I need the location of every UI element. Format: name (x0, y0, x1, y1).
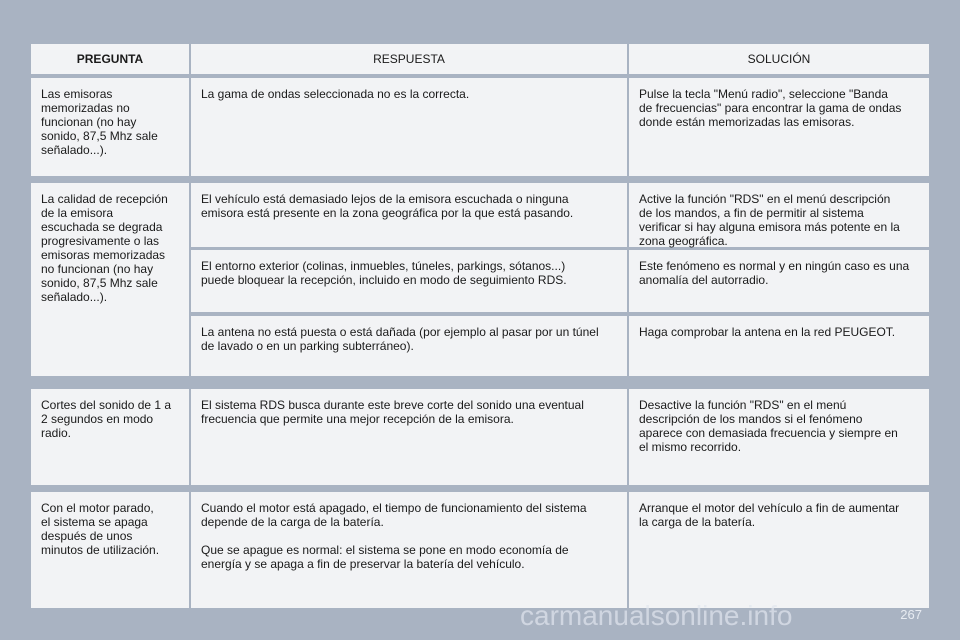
row1-question-text: Las emisoras memorizadas no funcionan (no hay sonido, 87,5 Mhz sale señalado...). (41, 87, 158, 157)
row2-question (31, 183, 189, 376)
row2-question-text: La calidad de recepción de la emisora escuchada se degrada progresivamente o las emisoras memorizadas no funcionan (no hay sonido, 87,5 Mhz sale señalado...). (41, 192, 168, 304)
row4-answer (191, 492, 627, 608)
row4-question (31, 492, 189, 608)
watermark: carmanualsonline.info (520, 600, 793, 631)
row1-solution (629, 78, 929, 176)
row4-solution (629, 492, 929, 608)
row2b-solution (629, 250, 929, 312)
row3-answer (191, 389, 627, 485)
row2a-answer-text: El vehículo está demasiado lejos de la emisora escuchada o ninguna emisora está presente en la zona geográfica por la que está pasando. (201, 192, 574, 220)
row1-answer-text: La gama de ondas seleccionada no es la correcta. (201, 87, 470, 101)
row1-answer (191, 78, 627, 176)
row2b-answer (191, 250, 627, 312)
row2b-solution-text: Este fenómeno es normal y en ningún caso es una anomalía del autorradio. (639, 259, 910, 287)
row3-question (31, 389, 189, 485)
row2c-answer-text: La antena no está puesta o está dañada (por ejemplo al pasar por un túnel de lavado o en un parking subterráneo). (201, 325, 599, 353)
row2a-answer (191, 183, 627, 247)
row2c-solution-text: Haga comprobar la antena en la red PEUGEOT. (639, 325, 896, 339)
header-question: PREGUNTA (31, 44, 189, 74)
row2c-answer (191, 316, 627, 376)
row1-solution-text: Pulse la tecla "Menú radio", seleccione "Banda de frecuencias" para encontrar la gama de ondas donde están memorizadas las emisoras. (639, 87, 902, 129)
header-solution: SOLUCIÓN (629, 44, 929, 74)
row4-solution-text: Arranque el motor del vehículo a fin de aumentar la carga de la batería. (639, 501, 900, 529)
row3-question-text: Cortes del sonido de 1 a 2 segundos en modo radio. (41, 398, 172, 440)
row3-solution-text: Desactive la función "RDS" en el menú descripción de los mandos si el fenómeno aparece con demasiada frecuencia y siempre en el mismo recorrido. (639, 398, 898, 454)
row2c-solution (629, 316, 929, 376)
row2b-answer-text: El entorno exterior (colinas, inmuebles, túneles, parkings, sótanos...) puede bloquear la recepción, incluido en modo de seguimiento RDS. (201, 259, 567, 287)
row4-question-text: Con el motor parado, el sistema se apaga después de unos minutos de utilización. (41, 501, 160, 557)
row1-question (31, 78, 189, 176)
row3-answer-text: El sistema RDS busca durante este breve corte del sonido una eventual frecuencia que permite una mejor recepción de la emisora. (201, 398, 584, 426)
row2a-solution-text: Active la función "RDS" en el menú descripción de los mandos, a fin de permitir al sistema verificar si hay alguna emisora más potente en la zona geográfica. (639, 192, 900, 248)
header-answer: RESPUESTA (191, 44, 627, 74)
row4-answer-para2: Que se apague es normal: el sistema se pone en modo economía de energía y se apaga a fin de preservar la batería del vehículo. (201, 543, 569, 571)
page-number: 267 (900, 607, 922, 622)
row3-solution (629, 389, 929, 485)
row2a-solution (629, 183, 929, 247)
row4-answer-para1: Cuando el motor está apagado, el tiempo de funcionamiento del sistema depende de la carga de la batería. (201, 501, 587, 529)
